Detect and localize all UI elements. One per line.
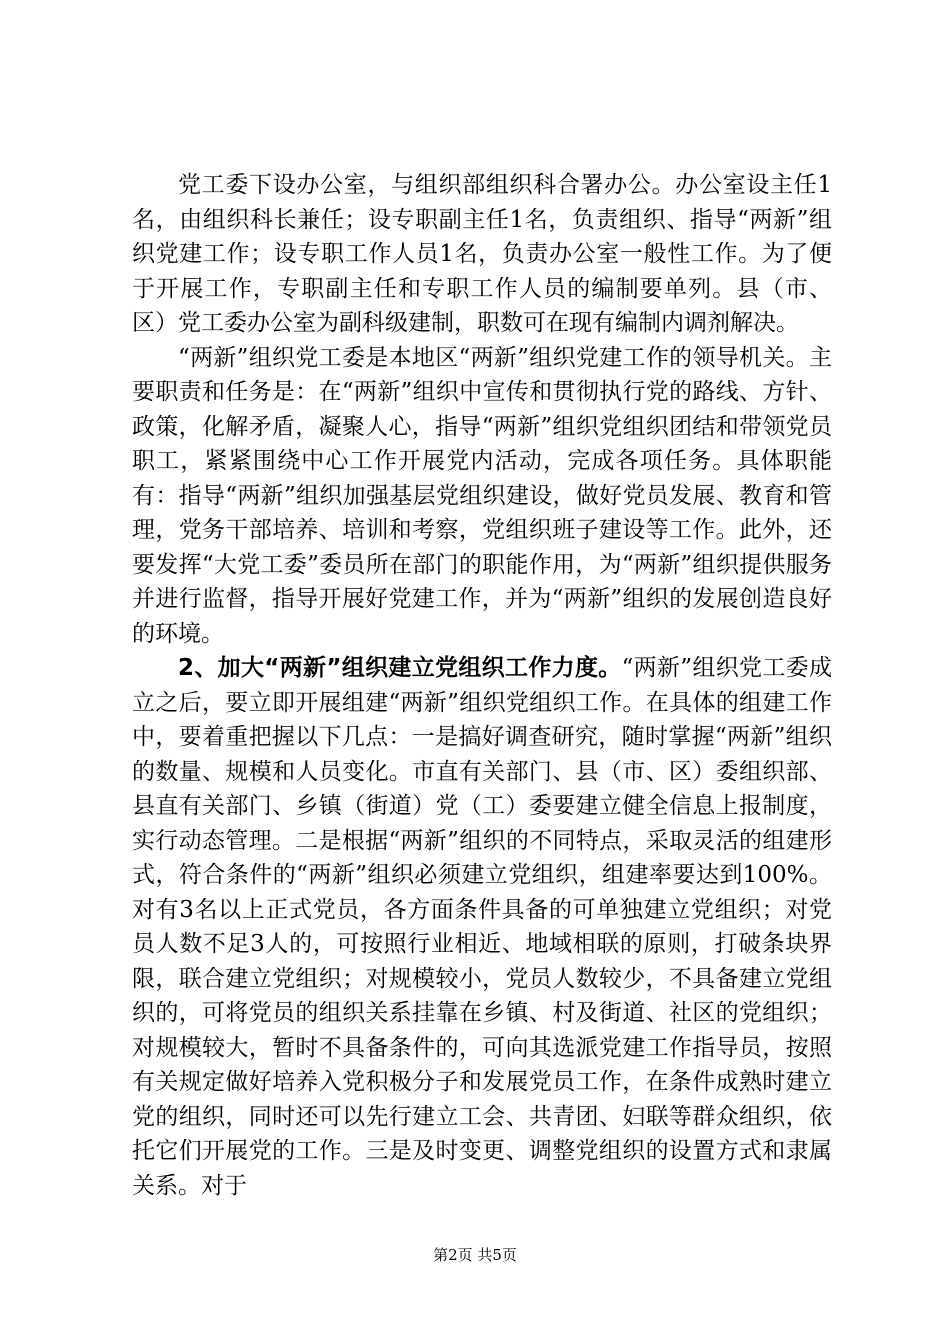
paragraph-text: 党工委下设办公室，与组织部组织科合署办公。办公室设主任1名，由组织科长兼任；设专职副主任1名，负责组织、指导“两新”组织党建工作；设专职工作人员1名，负责办公室一般性工作。为了便于开展工作，专职副主任和专职工作人员的编制要单列。县（市、区）党工委办公室为副科级建制，职数可在现有编制内调剂解决。 (132, 172, 832, 336)
paragraph-text: “两新”组织党工委成立之后，要立即开展组建“两新”组织党组织工作。在具体的组建工作中，要着重把握以下几点：一是搞好调查研究，随时掌握“两新”组织的数量、规模和人员变化。市直有关部门、县（市、区）委组织部、县直有关部门、乡镇（街道）党（工）委要建立健全信息上报制度，实行动态管理。二是根据“两新”组织的不同特点，采取灵活的组建形式，符合条件的“两新”组织必须建立党组织，组建率要达到100%。对有3名以上正式党员，各方面条件具备的可单独建立党组织；对党员人数不足3人的，可按照行业相近、地域相联的原则，打破条块界限，联合建立党组织；对规模较小，党员人数较少，不具备建立党组织的，可将党员的组织关系挂靠在乡镇、村及街道、社区的党组织；对规模较大，暂时不具备条件的，可向其选派党建工作指导员，按照有关规定做好培养入党积极分子和发展党员工作，在条件成熟时建立党的组织，同时还可以先行建立工会、共青团、妇联等群众组织，依托它们开展党的工作。三是及时变更、调整党组织的设置方式和隶属关系。对于 (132, 655, 832, 1199)
paragraph-office-setup (132, 168, 832, 341)
section-heading: 2、加大“两新”组织建立党组织工作力度。 (178, 655, 622, 681)
paragraph-committee-duties (132, 341, 832, 652)
paragraph-text: “两新”组织党工委是本地区“两新”组织党建工作的领导机关。主要职责和任务是：在“两新”组织中宣传和贯彻执行党的路线、方针、政策，化解矛盾，凝聚人心，指导“两新”组织党组织团结和带领党员职工，紧紧围绕中心工作开展党内活动，完成各项任务。具体职能有：指导“两新”组织加强基层党组织建设，做好党员发展、教育和管理，党务干部培养、培训和考察，党组织班子建设等工作。此外，还要发挥“大党工委”委员所在部门的职能作用，为“两新”组织提供服务并进行监督，指导开展好党建工作，并为“两新”组织的发展创造良好的环境。 (132, 344, 832, 647)
page-number-footer: 第2页 共5页 (433, 1246, 517, 1264)
paragraph-organization-building (132, 651, 832, 1203)
document-body (132, 168, 832, 1203)
